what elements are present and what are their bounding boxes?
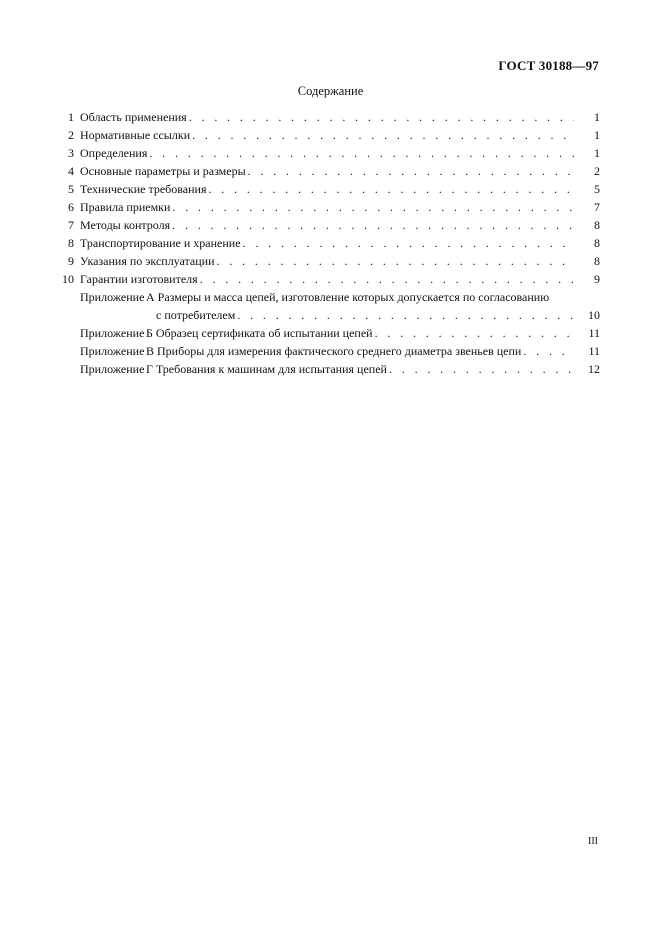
toc-entry-number: 8: [68, 236, 74, 250]
appendix-label: Приложение: [80, 362, 145, 376]
toc-heading: Содержание: [297, 84, 364, 98]
toc-entry-7[interactable]: [60, 216, 600, 234]
toc-entry-number: 9: [68, 254, 74, 268]
toc-entry-page: 1: [594, 146, 600, 160]
toc-entry-number: 5: [68, 182, 74, 196]
appendix-title-continuation: с потребителем: [156, 308, 236, 322]
dot-leader: [375, 324, 574, 342]
dot-leader: [217, 252, 574, 270]
appendix-title: Б Образец сертификата об испытании цепей: [146, 326, 373, 340]
dot-leader: [243, 234, 574, 252]
toc-entry-1[interactable]: [60, 108, 600, 126]
dot-leader: [172, 198, 574, 216]
toc-entry-page: 12: [588, 362, 600, 376]
toc-entry-page: 5: [594, 182, 600, 196]
dot-leader: [248, 162, 574, 180]
dot-leader: [389, 360, 574, 378]
appendix-title: В Приборы для измерения фактического среднего диаметра звеньев цепи: [146, 344, 522, 358]
toc-entry-page: 9: [594, 272, 600, 286]
toc-entry-title: Нормативные ссылки: [80, 128, 191, 142]
toc-entry-number: 3: [68, 146, 74, 160]
toc-entry-title: Технические требования: [80, 182, 207, 196]
toc-appendix-b[interactable]: [60, 324, 600, 342]
toc-entry-10[interactable]: [60, 270, 600, 288]
appendix-title: Г Требования к машинам для испытания цепей: [146, 362, 387, 376]
toc-entry-title: Правила приемки: [80, 200, 171, 214]
dot-leader: [208, 180, 574, 198]
toc-entry-number: 7: [68, 218, 74, 232]
page-number: III: [588, 836, 598, 847]
toc-appendix-g[interactable]: [60, 360, 600, 378]
toc-entry-page: 1: [594, 110, 600, 124]
dot-leader: [200, 270, 574, 288]
toc-entry-title: Область применения: [80, 110, 187, 124]
toc-entry-number: 1: [68, 110, 74, 124]
toc-entry-number: 4: [68, 164, 74, 178]
appendix-title: А Размеры и масса цепей, изготовление которых допускается по согласованию: [146, 290, 550, 304]
toc-entry-page: 11: [588, 326, 600, 340]
toc-entry-title: Методы контроля: [80, 218, 171, 232]
toc-entry-2[interactable]: [60, 126, 600, 144]
toc-entry-page: 8: [594, 254, 600, 268]
toc-entry-6[interactable]: [60, 198, 600, 216]
toc-entry-title: Гарантии изготовителя: [80, 272, 198, 286]
toc-entry-9[interactable]: [60, 252, 600, 270]
appendix-label: Приложение: [80, 290, 145, 304]
dot-leader: [189, 108, 574, 126]
dot-leader: [172, 216, 574, 234]
toc-entry-title: Транспортирование и хранение: [80, 236, 241, 250]
document-code: ГОСТ 30188—97: [498, 58, 599, 73]
toc-entry-page: 10: [588, 308, 600, 322]
table-of-contents: [60, 108, 600, 378]
toc-entry-page: 8: [594, 218, 600, 232]
toc-entry-title: Определения: [80, 146, 148, 160]
toc-entry-page: 7: [594, 200, 600, 214]
appendix-label: Приложение: [80, 326, 145, 340]
toc-entry-8[interactable]: [60, 234, 600, 252]
dot-leader: [192, 126, 574, 144]
toc-appendix-v[interactable]: [60, 342, 600, 360]
dot-leader: [523, 342, 574, 360]
toc-appendix-a-continuation[interactable]: [60, 306, 600, 324]
toc-entry-page: 11: [588, 344, 600, 358]
appendix-label: Приложение: [80, 344, 145, 358]
toc-appendix-a[interactable]: [60, 288, 600, 306]
toc-entry-5[interactable]: [60, 180, 600, 198]
toc-entry-page: 2: [594, 164, 600, 178]
toc-entry-title: Указания по эксплуатации: [80, 254, 215, 268]
toc-entry-title: Основные параметры и размеры: [80, 164, 246, 178]
toc-entry-number: 10: [62, 272, 74, 286]
toc-entry-3[interactable]: [60, 144, 600, 162]
toc-entry-number: 6: [68, 200, 74, 214]
dot-leader: [149, 144, 574, 162]
toc-entry-page: 1: [594, 128, 600, 142]
toc-entry-4[interactable]: [60, 162, 600, 180]
toc-entry-page: 8: [594, 236, 600, 250]
dot-leader: [237, 306, 574, 324]
toc-entry-number: 2: [68, 128, 74, 142]
